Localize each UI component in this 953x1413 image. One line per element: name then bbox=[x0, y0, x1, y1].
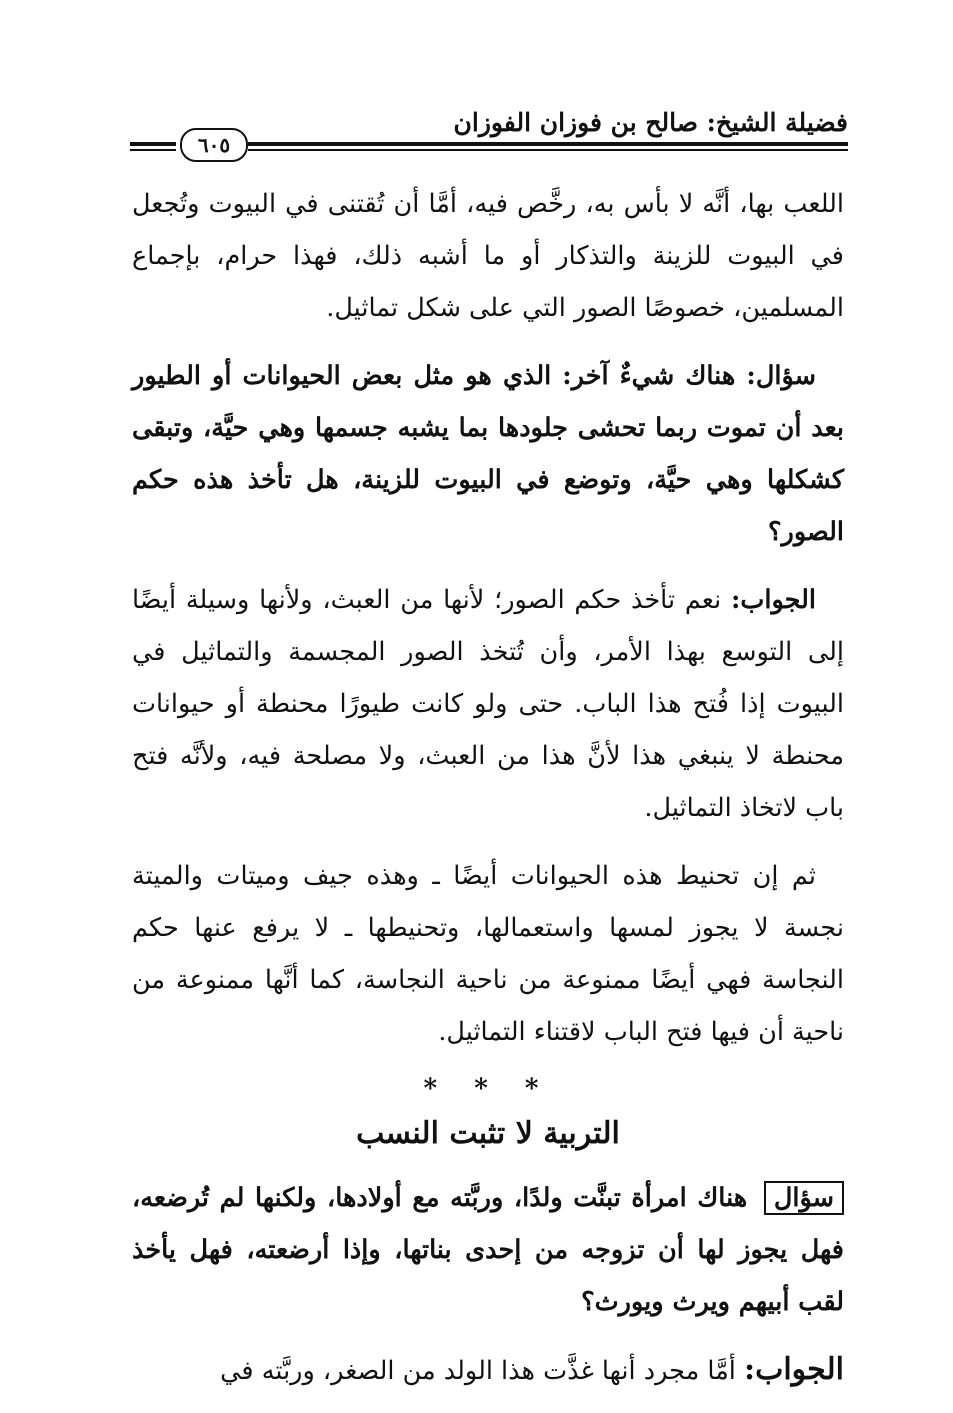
section-question-text: هناك امرأة تبنَّت ولدًا، وربَّته مع أولادها، ولكنها لم تُرضعه، فهل يجوز لها أن تزوجه من إحدى بناتها، وإذا أرضعته، فهل يأخذ لقب أبيهم ويرث ويورث؟ bbox=[132, 1183, 844, 1317]
section-answer-text: أمَّا مجرد أنها غذَّت هذا الولد من الصغر، وربَّته في bbox=[220, 1356, 736, 1386]
answer-text: نعم تأخذ حكم الصور؛ لأنها من العبث، ولأنها وسيلة أيضًا إلى التوسع بهذا الأمر، وأن تُتخذ الصور المجسمة والتماثيل في البيوت إذا فُتح هذا الباب. حتى ولو كانت طيورًا محنطة أو حيوانات محنطة لا ينبغي هذا لأنَّ هذا من العبث، ولا مصلحة فيه، ولأنَّه فتح باب لاتخاذ التماثيل. bbox=[132, 585, 844, 823]
section-answer-label: الجواب: bbox=[744, 1352, 844, 1387]
section-question-label: سؤال bbox=[764, 1181, 844, 1215]
header-rule-left-thin bbox=[130, 149, 176, 151]
section-question-paragraph bbox=[132, 1172, 844, 1328]
question-paragraph bbox=[132, 350, 844, 558]
header-rule-thin bbox=[248, 149, 848, 151]
header-title: فضيلة الشيخ: صالح بن فوزان الفوزان bbox=[453, 108, 848, 137]
header-rule-thick bbox=[248, 142, 848, 146]
question-text: هناك شيءٌ آخر: الذي هو مثل بعض الحيوانات أو الطيور بعد أن تموت ربما تحشى جلودها بما يشبه جسمها وهي حيَّة، وتبقى كشكلها وهي حيَّة، وتوضع في البيوت للزينة، هل تأخذ هذه حكم الصور؟ bbox=[132, 361, 844, 547]
answer-label: الجواب: bbox=[731, 585, 816, 615]
header-rule-left-thick bbox=[130, 142, 176, 146]
section-title: التربية لا تثبت النسب bbox=[356, 1116, 620, 1151]
section-separator: * * * bbox=[423, 1074, 553, 1104]
section-answer-paragraph bbox=[132, 1344, 844, 1397]
page-number: ٦٠٥ bbox=[180, 128, 248, 162]
page-header bbox=[130, 108, 848, 156]
paragraph-continuation: اللعب بها، أنَّه لا بأس به، رخَّص فيه، أمَّا أن تُقتنى في البيوت وتُجعل في البيوت للزينة والتذكار أو ما أشبه ذلك، فهذا حرام، بإجماع المسلمين، خصوصًا الصور التي على شكل تماثيل. bbox=[132, 189, 844, 323]
question-label: سؤال: bbox=[746, 361, 816, 391]
answer-paragraph bbox=[132, 574, 844, 834]
paragraph-embalming: ثم إن تحنيط هذه الحيوانات أيضًا ـ وهذه جيف وميتات والميتة نجسة لا يجوز لمسها واستعمالها، وتحنيطها ـ لا يرفع عنها حكم النجاسة فهي أيضًا ممنوعة من ناحية النجاسة، كما أنَّها ممنوعة من ناحية أن فيها فتح الباب لاقتناء التماثيل. bbox=[132, 861, 844, 1047]
page-content bbox=[132, 178, 844, 1413]
